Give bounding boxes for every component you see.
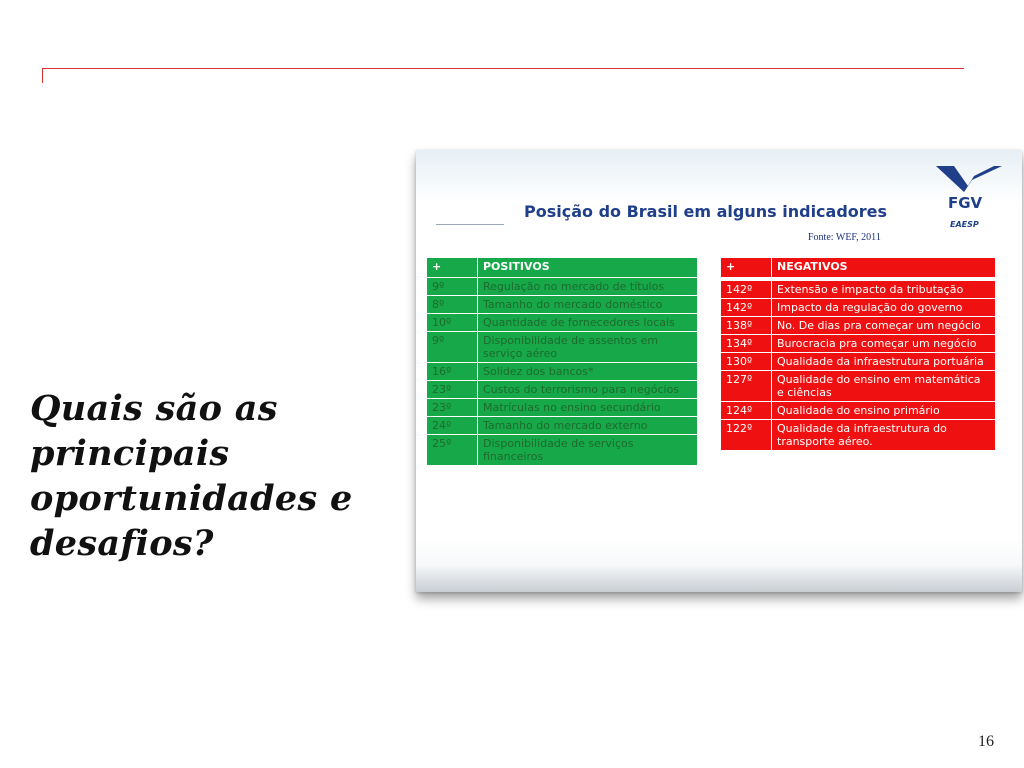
rank-cell: 130º: [721, 353, 772, 371]
indicator-cell: Tamanho do mercado externo: [478, 417, 698, 435]
indicator-cell: Regulação no mercado de títulos: [478, 278, 698, 296]
positives-header-symbol: +: [427, 258, 478, 278]
table-row: [721, 420, 996, 451]
embedded-slide-title: Posição do Brasil em alguns indicadores: [524, 202, 888, 221]
rank-cell: 23º: [427, 399, 478, 417]
indicator-cell: Quantidade de fornecedores locais: [478, 314, 698, 332]
indicator-cell: No. De dias pra começar um negócio: [772, 317, 996, 335]
indicator-cell: Impacto da regulação do governo: [772, 299, 996, 317]
rank-cell: 9º: [427, 278, 478, 296]
table-row: [427, 363, 698, 381]
rank-cell: 10º: [427, 314, 478, 332]
rank-cell: 127º: [721, 371, 772, 402]
rank-cell: 142º: [721, 281, 772, 299]
rank-cell: 124º: [721, 402, 772, 420]
table-row: [427, 417, 698, 435]
table-row: [721, 281, 996, 299]
indicator-cell: Qualidade da infraestrutura do transporte aéreo.: [772, 420, 996, 451]
slide-decor-line: [436, 224, 504, 225]
table-row: [427, 381, 698, 399]
table-row: [427, 435, 698, 466]
positives-header-label: POSITIVOS: [478, 258, 698, 278]
rank-cell: 134º: [721, 335, 772, 353]
negatives-table: [720, 257, 996, 451]
rank-cell: 8º: [427, 296, 478, 314]
indicator-cell: Custos do terrorismo para negócios: [478, 381, 698, 399]
table-row: [427, 332, 698, 363]
indicator-cell: Disponibilidade de serviços financeiros: [478, 435, 698, 466]
rank-cell: 122º: [721, 420, 772, 451]
positives-table: [426, 257, 698, 466]
negatives-header-row: [721, 258, 996, 278]
table-row: [721, 299, 996, 317]
fgv-logo-icon: [934, 164, 1004, 194]
header-rule-tick: [42, 68, 43, 83]
indicator-cell: Qualidade da infraestrutura portuária: [772, 353, 996, 371]
slide-bottom-band: [416, 566, 1022, 592]
indicator-cell: Matrículas no ensino secundário: [478, 399, 698, 417]
table-row: [427, 314, 698, 332]
header-rule: [42, 68, 964, 69]
rank-cell: 9º: [427, 332, 478, 363]
table-row: [721, 371, 996, 402]
rank-cell: 138º: [721, 317, 772, 335]
rank-cell: 25º: [427, 435, 478, 466]
positives-header-row: [427, 258, 698, 278]
table-row: [427, 278, 698, 296]
table-row: [721, 317, 996, 335]
rank-cell: 24º: [427, 417, 478, 435]
fgv-logo: [934, 164, 1004, 234]
indicator-cell: Tamanho do mercado doméstico: [478, 296, 698, 314]
rank-cell: 23º: [427, 381, 478, 399]
negatives-header-symbol: +: [721, 258, 772, 278]
table-row: [721, 335, 996, 353]
rank-cell: 16º: [427, 363, 478, 381]
table-row: [721, 402, 996, 420]
indicator-cell: Qualidade do ensino em matemática e ciências: [772, 371, 996, 402]
page-number: 16: [978, 733, 994, 750]
embedded-slide-source: Fonte: WEF, 2011: [808, 232, 881, 243]
indicator-cell: Qualidade do ensino primário: [772, 402, 996, 420]
table-row: [427, 399, 698, 417]
indicator-cell: Extensão e impacto da tributação: [772, 281, 996, 299]
table-row: [427, 296, 698, 314]
indicator-cell: Solidez dos bancos*: [478, 363, 698, 381]
indicator-cell: Disponibilidade de assentos em serviço aéreo: [478, 332, 698, 363]
table-row: [721, 353, 996, 371]
negatives-header-label: NEGATIVOS: [772, 258, 996, 278]
fgv-logo-text: FGV: [948, 194, 983, 212]
embedded-slide-image: [416, 150, 1022, 592]
indicator-cell: Burocracia pra começar um negócio: [772, 335, 996, 353]
rank-cell: 142º: [721, 299, 772, 317]
slide-question: Quais são as principais oportunidades e desafios?: [30, 388, 353, 564]
eaesp-logo-text: EAESP: [950, 220, 979, 229]
